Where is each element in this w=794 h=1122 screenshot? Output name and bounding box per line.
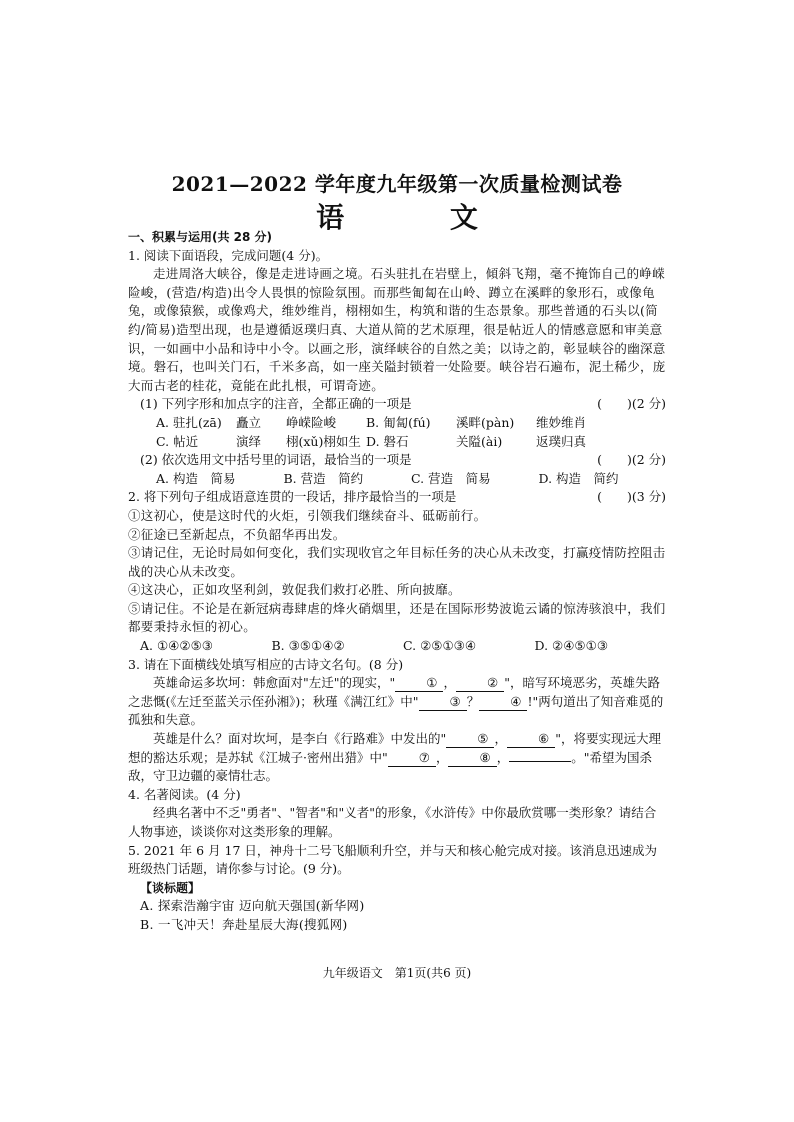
q3-paragraph-1 [128,674,666,730]
blank-2[interactable]: ② [456,675,504,692]
q3-p1-text-c: !"两句道出了知音难觅的孤独和失意。 [128,693,664,728]
option-d: D. 磐石 [366,433,409,449]
q2-score: ( )(3 分) [597,489,666,505]
q3-paragraph-2 [128,730,666,786]
q1-sub2 [128,451,666,470]
q1-sub2-options [128,470,666,489]
q2-item-2: ②征途已至新起点，不负韶华再出发。 [128,526,346,542]
option-b: B. 匍匐(fú) [366,414,431,430]
punct: ， [443,675,456,691]
option-d: D. 构造 简约 [538,470,619,486]
q3-p1-text-b: "，暗写环境恶劣，英雄失路之悲慨(《左迁至蓝关示侄孙湘》)；秋瑾《满江红》中" [128,675,660,709]
option-d-word2: 关隘(ài) [456,433,503,449]
blank-8[interactable]: ⑧ [448,750,496,767]
options-row-cd [156,433,666,452]
option-c: C. 营造 简易 [411,470,491,486]
blank-6[interactable]: ⑥ [507,731,555,748]
q4-stem: 4. 名著阅读。(4 分) [128,786,241,802]
blank-4[interactable]: ④ [479,694,527,711]
q1-stem: 1. 阅读下面语段，完成问题(4 分)。 [128,247,329,263]
q1-sub2-score: ( )(2 分) [597,452,666,468]
q2-item-5: ⑤请记住。不论是在新冠病毒肆虐的烽火硝烟里，还是在国际形势波诡云谲的惊涛骇浪中，我们都要秉持永恒的初心。 [128,600,666,635]
section-heading: 一、积累与运用(共 28 分) [128,230,273,244]
option-c-word2: 演绎 [236,433,262,449]
q1-sub1-score: ( )(2 分) [597,396,666,412]
blank-9[interactable] [509,761,571,762]
punct: ， [435,749,449,765]
option-a: A. 驻扎(zā) [156,414,222,430]
option-a-word2: 矗立 [236,414,262,430]
q5-title-b: B. 一飞冲天！奔赴星辰大海(搜狐网) [140,916,348,932]
q5-title-a: A. 探索浩瀚宇宙 迈向航天强国(新华网) [140,898,365,914]
q5-heading: 【谈标题】 [140,880,201,895]
blank-1[interactable]: ① [395,675,443,692]
q2-stem-row [128,488,666,507]
option-b-word2: 溪畔(pàn) [456,414,515,430]
page-footer: 九年级语文 第1页(共6 页) [322,966,472,980]
blank-3[interactable]: ③ [419,694,467,711]
q2-item-3: ③请记住，无论时局如何变化，我们实现收官之年目标任务的决心从未改变，打赢疫情防控阻击战的决心从未改变。 [128,545,666,579]
q3-stem: 3. 请在下面横线处填写相应的古诗文名句。(8 分) [128,656,404,672]
punct: ？ [466,693,480,709]
q2-stem: 2. 将下列句子组成语意连贯的一段话，排序最恰当的一项是 [128,489,457,505]
q2-item-4: ④这决心，正如攻坚利剑，敦促我们救打必胜、所向披靡。 [128,582,461,598]
punct: ， [494,731,507,747]
q1-sub1-stem: (1) 下列字形和加点字的注音，全都正确的一项是 [140,396,412,412]
q3-p2-text-a: 英雄是什么？面对坎坷，是李白《行路难》中发出的" [153,731,447,747]
option-b: B. 营造 简约 [283,470,364,486]
option-a: A. ①④②⑤③ [140,638,214,654]
option-d: D. ②④⑤①③ [534,638,609,654]
q3-p2-text-c: 。"希望为国杀敌，守卫边疆的豪情壮志。 [128,749,652,784]
q2-options [128,637,666,656]
q1-sub2-stem: (2) 依次选用文中括号里的词语，最恰当的一项是 [140,452,412,468]
options-row-ab [156,414,666,433]
q3-p1-text-a: 英雄命运多坎坷：韩愈面对"左迁"的现实，" [153,675,396,691]
option-b-word3: 维妙维肖 [536,414,587,430]
option-a: A. 构造 简易 [156,470,236,486]
option-b: B. ③⑤①④② [271,638,345,654]
exam-title: 2021—2022 学年度九年级第一次质量检测试卷 [171,172,623,196]
q1-passage: 走进周洛大峡谷，像是走进诗画之境。石头驻扎在岩壁上，傾斜飞翔，毫不掩饰自己的峥嵘险峻，(营造/构造)出令人畏惧的惊险氛围。而那些匍匐在山岭、蹲立在溪畔的象形石，或像龟兔，或像猿猴，或像鸡犬，维妙维肖，栩栩如生，构筑和谐的生态景象。那些普通的石头以(简约/简易)造型出现，也是遵循返璞归真、大道从简的艺术原理，很是帖近人的情感意愿和审美意识，一如画中小品和诗中小令。以画之形，演绎峡谷的自然之美；以诗之韵，彰显峡谷的幽深意境。磐石，也叫关门石，千米多高，如一座关隘封锁着一处险要。峡谷岩石遍布，泥土稀少，庞大而古老的桂花，竟能在此扎根，可谓奇迹。 [128,266,666,393]
q2-item-1: ①这初心，使是这时代的火炬，引领我们继续奋斗、砥砺前行。 [128,507,487,523]
option-c: C. ②⑤①③④ [403,638,477,654]
exam-content [128,228,666,935]
subject-title: 语 文 [316,201,526,234]
q3-p2-text-b: "，将要实现远大理想的豁达乐观；是苏轼《江城子·密州出猎》中" [128,731,661,765]
blank-5[interactable]: ⑤ [446,731,494,748]
option-c-word3: 栩(xǔ)栩如生 [286,433,361,449]
q5-stem: 5. 2021 年 6 月 17 日，神舟十二号飞船顺利升空，并与天和核心舱完成对接。该消息迅速成为班级热门话题，请你参与讨论。(9 分)。 [128,842,657,877]
option-c: C. 帖近 [156,433,199,449]
punct: ， [496,749,510,765]
q4-body: 经典名著中不乏"勇者"、"智者"和"义者"的形象，《水浒传》中你最欣赏哪一类形象？请结合人物事迹，谈谈你对这类形象的理解。 [128,805,657,839]
blank-7[interactable]: ⑦ [388,750,436,767]
q1-sub1-options [128,414,666,451]
option-a-word3: 峥嵘险峻 [286,414,337,430]
option-d-word3: 返璞归真 [536,433,587,449]
q1-sub1 [128,395,666,414]
